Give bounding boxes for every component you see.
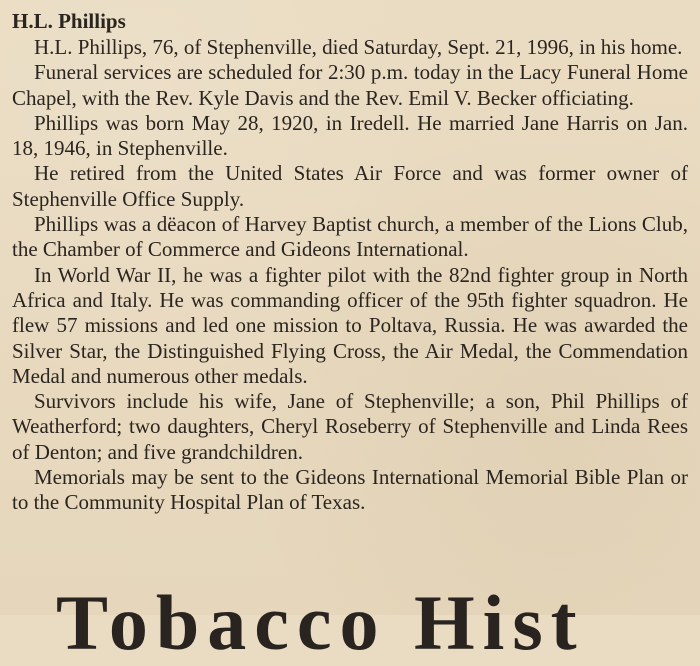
paragraph-funeral-services: Funeral services are scheduled for 2:30 p.m. today in the Lacy Funeral Home Chapel, with the Rev. Kyle Davis and the Rev. Emil V. Becker officiating. bbox=[12, 60, 688, 110]
paragraph-military-service: In World War II, he was a fighter pilot with the 82nd fighter group in North Africa and Italy. He was commanding officer of the 95th fighter squadron. He flew 57 missions and led one mission to Poltava, Russia. He was awarded the Silver Star, the Distinguished Flying Cross, the Air Medal, the Commendation Medal and numerous other medals. bbox=[12, 262, 688, 388]
paragraph-survivors: Survivors include his wife, Jane of Stephenville; a son, Phil Phillips of Weatherford; two daughters, Cheryl Roseberry of Stephenville and Linda Rees of Denton; and five grandchildren. bbox=[12, 389, 688, 464]
paragraph-community: Phillips was a dëacon of Harvey Baptist church, a member of the Lions Club, the Chamber of Commerce and Gideons International. bbox=[12, 212, 688, 262]
paragraph-memorials: Memorials may be sent to the Gideons International Memorial Bible Plan or to the Community Hospital Plan of Texas. bbox=[12, 465, 688, 515]
obituary-headline: H.L. Phillips bbox=[12, 9, 126, 33]
obituary-article bbox=[12, 8, 688, 516]
next-article-headline-partial: Tobacco Hist bbox=[56, 579, 585, 666]
paragraph-career: He retired from the United States Air Force and was former owner of Stephenville Office Supply. bbox=[12, 161, 688, 211]
paragraph-death-notice: H.L. Phillips, 76, of Stephenville, died Saturday, Sept. 21, 1996, in his home. bbox=[34, 35, 683, 59]
paragraph-birth-marriage: Phillips was born May 28, 1920, in Iredell. He married Jane Harris on Jan. 18, 1946, in Stephenville. bbox=[12, 110, 688, 161]
